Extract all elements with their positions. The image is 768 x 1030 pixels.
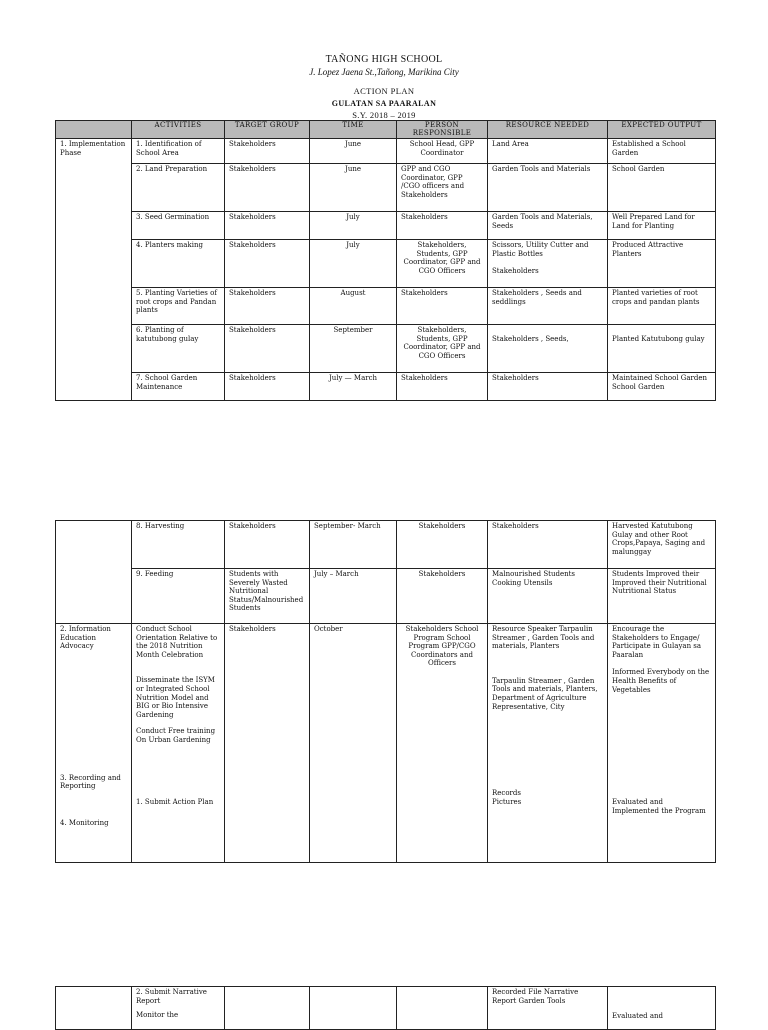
table-row <box>56 164 716 212</box>
target-cell: Stakeholders <box>225 139 310 164</box>
column-header: TARGET GROUP <box>225 121 310 139</box>
action-plan-table-1 <box>55 120 716 401</box>
time-cell: October <box>310 624 397 863</box>
activity-cell: 4. Planters making <box>132 240 225 288</box>
activity-text: Disseminate the ISYM or Integrated School Nutrition Model and BIG or Bio Intensive Gardening <box>136 676 215 719</box>
table-row <box>56 212 716 240</box>
target-cell: Stakeholders <box>225 212 310 240</box>
output-text: Evaluated and Implemented the Program <box>612 798 706 815</box>
activity-text: Conduct School Orientation Relative to the 2018 Nutrition Month Celebration <box>136 625 218 659</box>
activity-text: Monitor the <box>136 1011 179 1020</box>
activity-text: 2. Submit Narrative Report <box>136 988 207 1005</box>
resource-cell: Land Area <box>488 139 608 164</box>
person-cell: Stakeholders School Program School Program GPP/CGO Coordinators and Officers <box>397 624 488 863</box>
time-cell: August <box>310 288 397 325</box>
resource-cell: Malnourished Students Cooking Utensils <box>488 569 608 624</box>
resource-cell: Stakeholders <box>488 373 608 401</box>
table-row <box>56 569 716 624</box>
activity-cell: 3. Seed Germination <box>132 212 225 240</box>
document-subtitle: GULATAN SA PAARALAN <box>331 99 437 108</box>
resource-text: Records Pictures <box>492 789 522 806</box>
activity-text: 1. Submit Action Plan <box>136 797 214 806</box>
table-row <box>56 987 716 1030</box>
resource-cell: Stakeholders <box>488 521 608 569</box>
target-cell: Stakeholders <box>225 240 310 288</box>
activity-cell: 8. Harvesting <box>132 521 225 569</box>
output-cell: Planted varieties of root crops and pandan plants <box>608 288 716 325</box>
column-header <box>56 121 132 139</box>
resource-cell <box>488 325 608 373</box>
column-header: TIME <box>310 121 397 139</box>
time-cell: July <box>310 212 397 240</box>
activity-cell <box>132 987 225 1030</box>
phase-label-info: 2. Information Education Advocacy <box>60 625 111 651</box>
time-cell: September- March <box>310 521 397 569</box>
table-row <box>56 521 716 569</box>
person-cell: Stakeholders, Students, GPP Coordinator, GPP and CGO Officers <box>397 240 488 288</box>
table-row <box>56 240 716 288</box>
target-cell: Stakeholders <box>225 325 310 373</box>
person-cell <box>397 987 488 1030</box>
time-cell: July – March <box>310 569 397 624</box>
resource-text: Tarpaulin Streamer , Garden Tools and materials, Planters, Department of Agriculture Representative, City <box>492 676 598 711</box>
target-cell: Stakeholders <box>225 288 310 325</box>
output-cell: Established a School Garden <box>608 139 716 164</box>
table-row <box>56 373 716 401</box>
school-name: TAÑONG HIGH SCHOOL <box>325 54 443 65</box>
target-cell: Stakeholders <box>225 373 310 401</box>
target-cell: Stakeholders <box>225 164 310 212</box>
activity-cell <box>132 624 225 863</box>
output-text: Encourage the Stakeholders to Engage/ Participate in Gulayan sa Paaralan <box>612 625 702 659</box>
action-plan-table-2 <box>55 520 716 863</box>
activity-cell: 2. Land Preparation <box>132 164 225 212</box>
output-text: Planted Katutubong gulay <box>612 334 705 343</box>
resource-cell: Garden Tools and Materials, Seeds <box>488 212 608 240</box>
resource-text-2: Stakeholders <box>492 266 539 275</box>
school-year: S.Y. 2018 – 2019 <box>352 110 416 120</box>
resource-cell: Garden Tools and Materials <box>488 164 608 212</box>
table-row <box>56 139 716 164</box>
target-cell: Stakeholders <box>225 521 310 569</box>
output-text: Evaluated and <box>612 1012 663 1020</box>
table-row <box>56 325 716 373</box>
resource-cell <box>488 240 608 288</box>
resource-text: Resource Speaker Tarpaulin Streamer , Garden Tools and materials, Planters <box>492 625 595 651</box>
resource-cell: Stakeholders , Seeds and seddlings <box>488 288 608 325</box>
column-header: PERSON RESPONSIBLE <box>397 121 488 139</box>
time-cell: September <box>310 325 397 373</box>
column-header: EXPECTED OUTPUT <box>608 121 716 139</box>
person-cell: Stakeholders <box>397 212 488 240</box>
output-cell: Students Improved their Improved their Nutritional Nutritional Status <box>608 569 716 624</box>
activity-cell: 5. Planting Varieties of root crops and Pandan plants <box>132 288 225 325</box>
resource-cell <box>488 624 608 863</box>
output-cell <box>608 624 716 863</box>
table-row <box>56 288 716 325</box>
person-cell: Stakeholders, Students, GPP Coordinator, GPP and CGO Officers <box>397 325 488 373</box>
output-cell: Well Prepared Land for Land for Planting <box>608 212 716 240</box>
activity-cell: 7. School Garden Maintenance <box>132 373 225 401</box>
activity-text: Conduct Free training On Urban Gardening <box>136 727 216 744</box>
resource-cell: Recorded File Narrative Report Garden Tools <box>488 987 608 1030</box>
school-address: J. Lopez Jaena St.,Tañong, Marikina City <box>309 67 459 77</box>
output-cell: Harvested Katutubong Gulay and other Root Crops,Papaya, Saging and malunggay <box>608 521 716 569</box>
target-cell: Stakeholders <box>225 624 310 863</box>
target-cell: Students with Severely Wasted Nutritional Status/Malnourished Students <box>225 569 310 624</box>
phase-label-recording: 3. Recording and Reporting <box>60 773 121 791</box>
time-cell <box>310 987 397 1030</box>
action-plan-table-3 <box>55 986 716 1030</box>
document-title: ACTION PLAN <box>353 86 415 96</box>
table-header-row <box>56 121 716 139</box>
output-cell: Maintained School Garden School Garden <box>608 373 716 401</box>
output-cell: Produced Attractive Planters <box>608 240 716 288</box>
activity-cell: 1. Identification of School Area <box>132 139 225 164</box>
time-cell: July <box>310 240 397 288</box>
person-cell: Stakeholders <box>397 569 488 624</box>
table-row <box>56 624 716 863</box>
output-text: Informed Everybody on the Health Benefits of Vegetables <box>612 668 710 694</box>
column-header: ACTIVITIES <box>132 121 225 139</box>
resource-text: Scissors, Utility Cutter and Plastic Bottles <box>492 241 589 258</box>
activity-cell: 9. Feeding <box>132 569 225 624</box>
phase-cell <box>56 624 132 863</box>
phase-cell <box>56 521 132 624</box>
target-cell <box>225 987 310 1030</box>
time-cell: June <box>310 164 397 212</box>
time-cell: July — March <box>310 373 397 401</box>
column-header: RESOURCE NEEDED <box>488 121 608 139</box>
person-cell: Stakeholders <box>397 288 488 325</box>
resource-text: Stakeholders , Seeds, <box>492 334 569 343</box>
person-cell: Stakeholders <box>397 373 488 401</box>
output-cell <box>608 987 716 1030</box>
phase-label-monitoring: 4. Monitoring <box>60 818 109 827</box>
person-cell: Stakeholders <box>397 521 488 569</box>
output-cell <box>608 325 716 373</box>
time-cell: June <box>310 139 397 164</box>
phase-cell: 1. Implementation Phase <box>56 139 132 401</box>
phase-cell <box>56 987 132 1030</box>
person-cell: GPP and CGO Coordinator, GPP /CGO officers and Stakeholders <box>397 164 488 212</box>
person-cell: School Head, GPP Coordinator <box>397 139 488 164</box>
output-cell: School Garden <box>608 164 716 212</box>
activity-cell: 6. Planting of katutubong gulay <box>132 325 225 373</box>
